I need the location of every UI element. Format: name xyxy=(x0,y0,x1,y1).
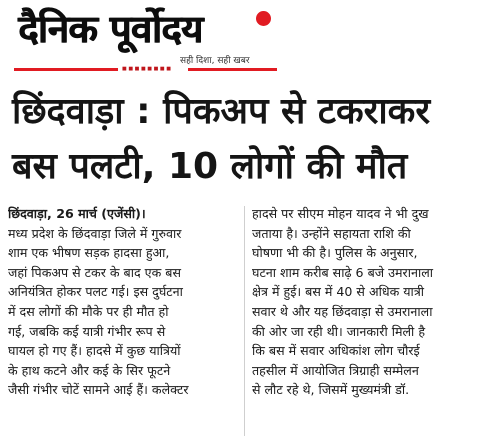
newspaper-tagline: सही दिशा, सही खबर xyxy=(180,56,250,66)
body-line: घायल हो गए हैं। हादसे में कुछ यात्रियों xyxy=(8,343,181,359)
body-line: हादसे पर सीएम मोहन यादव ने भी दुख xyxy=(252,206,429,221)
masthead-red-strip xyxy=(14,66,277,74)
article-column-1 xyxy=(8,204,240,400)
body-line: सवार थे और यह छिंदवाड़ा से उमरानाला xyxy=(252,303,433,319)
body-line: घटना शाम करीब साढ़े 6 बजे उमरानाला xyxy=(252,264,434,280)
body-line: तहसील में आयोजित त्रिग्राही सम्मेलन xyxy=(252,362,419,378)
body-line: मध्य प्रदेश के छिंदवाड़ा जिले में गुरुवार xyxy=(8,225,182,241)
column-divider xyxy=(244,206,245,436)
body-line: के हाथ कटने और कई के सिर फूटने xyxy=(8,362,171,378)
dateline: छिंदवाड़ा, 26 मार्च (एजेंसी)। xyxy=(8,206,146,221)
strip-text: ■ ■ ■ ■ ■ ■ ■ ■ xyxy=(122,66,171,72)
headline-line-2: बस पलटी, 10 लोगों की मौत xyxy=(12,146,408,187)
masthead xyxy=(0,0,489,82)
body-line: शाम एक भीषण सड़क हादसा हुआ, xyxy=(8,245,170,261)
body-line: जताया है। उन्होंने सहायता राशि की xyxy=(252,225,411,241)
body-line: से लौट रहे थे, जिसमें मुख्यमंत्री डॉ. xyxy=(252,382,410,398)
body-line: जहां पिकअप से टकर के बाद एक बस xyxy=(8,264,182,280)
newspaper-name: दैनिक पूर्वोदय xyxy=(18,7,203,51)
body-line: गई, जबकि कई यात्री गंभीर रूप से xyxy=(8,323,166,339)
body-line: में दस लोगों की मौके पर ही मौत हो xyxy=(8,303,169,319)
body-line: अनियंत्रित होकर पलट गई। इस दुर्घटना xyxy=(8,284,183,300)
brand-red-dot-icon xyxy=(256,11,271,26)
body-line: जैसी गंभीर चोटें सामने आई हैं। कलेक्टर xyxy=(8,382,189,398)
body-line: क्षेत्र में हुई। बस में 40 से अधिक यात्री xyxy=(252,284,425,300)
body-line: की ओर जा रही थी। जानकारी मिली है xyxy=(252,323,426,339)
article-column-2 xyxy=(252,204,484,400)
body-line: कि बस में सवार अधिकांश लोग चौरई xyxy=(252,343,420,359)
body-line: घोषणा भी की है। पुलिस के अनुसार, xyxy=(252,245,418,261)
headline-line-1: छिंदवाड़ा : पिकअप से टकराकर xyxy=(12,91,431,132)
headline xyxy=(12,84,482,194)
